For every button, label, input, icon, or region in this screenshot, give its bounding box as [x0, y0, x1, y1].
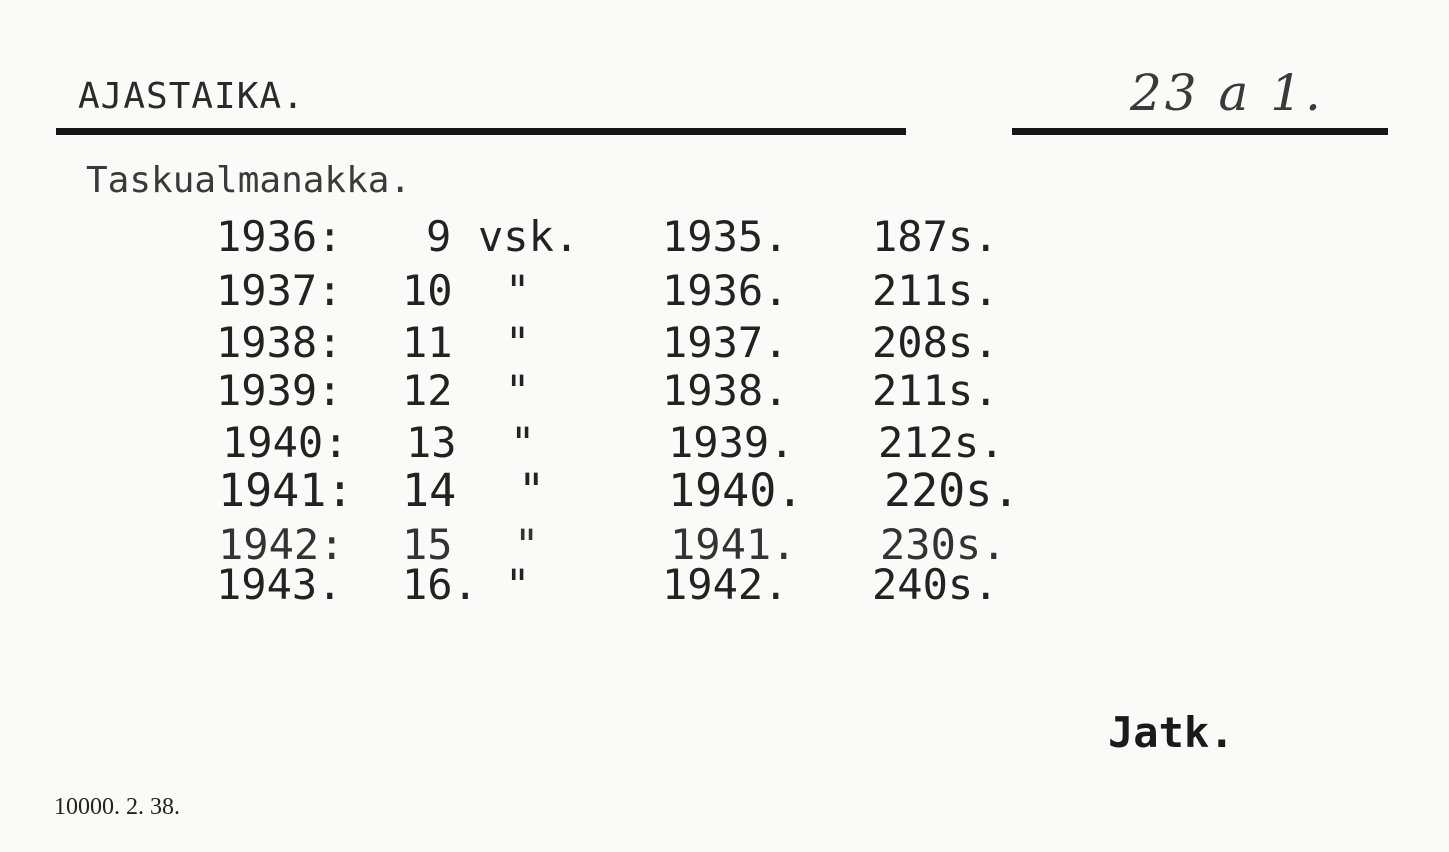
continued-label: Jatk.: [1108, 708, 1235, 757]
entry-pages: 220s.: [884, 464, 1020, 517]
entry-volume: 12: [402, 366, 453, 415]
entry-year: 1942:: [218, 520, 345, 569]
entry-year: 1943.: [216, 560, 343, 609]
entry-pub-year: 1942.: [662, 560, 789, 609]
entry-unit: ": [505, 266, 531, 315]
entry-pages: 211s.: [872, 266, 999, 315]
entry-pages: 187s.: [872, 212, 999, 261]
entry-pages: 240s.: [872, 560, 999, 609]
entry-pub-year: 1939.: [668, 418, 795, 467]
entry-unit: ": [514, 520, 540, 569]
entry-volume: 9: [426, 212, 452, 261]
entry-unit: ": [505, 366, 531, 415]
entry-year: 1941:: [218, 464, 354, 517]
heading-rule-left: [56, 128, 906, 135]
entry-unit: vsk.: [478, 212, 580, 261]
entry-year: 1938:: [216, 318, 343, 367]
printer-code: 10000. 2. 38.: [54, 794, 180, 820]
entry-year: 1940:: [222, 418, 349, 467]
entry-unit: ": [518, 464, 546, 517]
entry-pub-year: 1940.: [668, 464, 804, 517]
entry-pub-year: 1936.: [662, 266, 789, 315]
entry-volume: 14: [402, 464, 457, 517]
entry-pub-year: 1941.: [670, 520, 797, 569]
card-heading: AJASTAIKA.: [78, 76, 305, 117]
entry-volume: 10: [402, 266, 453, 315]
heading-rule-right: [1012, 128, 1388, 135]
entry-pages: 208s.: [872, 318, 999, 367]
card-subheading: Taskualmanakka.: [86, 160, 412, 201]
entry-volume: 15: [402, 520, 453, 569]
entry-year: 1937:: [216, 266, 343, 315]
entry-unit: ": [505, 318, 531, 367]
catalog-number: 23 a 1.: [1130, 64, 1324, 122]
entry-unit: ": [505, 560, 531, 609]
entry-pub-year: 1935.: [662, 212, 789, 261]
entry-pages: 211s.: [872, 366, 999, 415]
entry-year: 1936:: [216, 212, 343, 261]
entry-pages: 230s.: [880, 520, 1007, 569]
entry-pages: 212s.: [878, 418, 1005, 467]
entry-year: 1939:: [216, 366, 343, 415]
entry-volume: 13: [406, 418, 457, 467]
entry-pub-year: 1938.: [662, 366, 789, 415]
entry-pub-year: 1937.: [662, 318, 789, 367]
entry-volume: 16.: [402, 560, 478, 609]
entry-unit: ": [510, 418, 536, 467]
entry-volume: 11: [402, 318, 453, 367]
